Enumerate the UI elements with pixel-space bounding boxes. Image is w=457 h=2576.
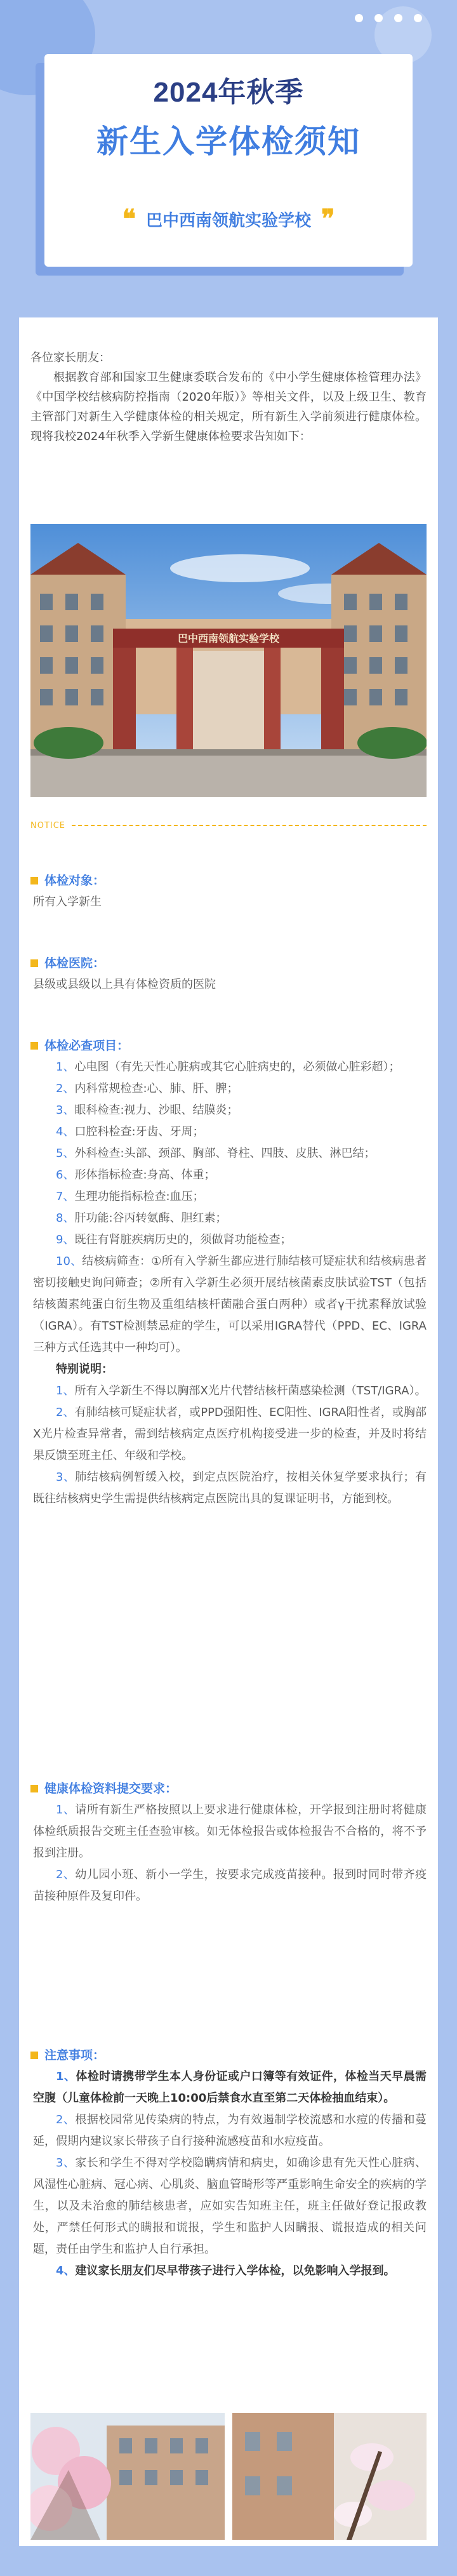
title-year: 2024年秋季 bbox=[153, 77, 304, 108]
special-title: 特别说明： bbox=[56, 1363, 113, 1376]
list-item bbox=[33, 1229, 427, 1251]
item-number: 2、 bbox=[56, 1406, 75, 1419]
submit-list bbox=[30, 1799, 427, 1907]
item-number: 3、 bbox=[56, 1471, 76, 1484]
item-text: 眼科检查:视力、沙眼、结膜炎； bbox=[74, 1104, 239, 1117]
blossom-image bbox=[30, 2413, 225, 2540]
item-text: 口腔科检查:牙齿、牙周； bbox=[74, 1125, 204, 1138]
section-notes bbox=[30, 2045, 427, 2282]
item-number: 2、 bbox=[56, 1868, 76, 1881]
bottom-photos bbox=[30, 2413, 427, 2540]
item-number: 1、 bbox=[56, 1060, 75, 1074]
notice-divider bbox=[30, 820, 427, 831]
square-bullet-icon bbox=[30, 877, 38, 884]
list-item bbox=[33, 1402, 427, 1467]
list-item bbox=[33, 1121, 427, 1143]
list-item bbox=[33, 1251, 427, 1359]
gate-sign-text: 巴中西南领航实验学校 bbox=[177, 632, 280, 644]
item-text: 家长和学生不得对学校隐瞒病情和病史，如确诊患有先天性心脏病、风湿性心脏病、冠心病、心肌炎、脑血管畸形等严重影响生命安全的疾病的学生，以及未治愈的肺结核患者，应如实告知班主任，班主任做好登记报政教处，严禁任何形式的瞒报和谎报，学生和监护人因瞒报、谎报造成的相关问题，责任由学生和监护人自行承担。 bbox=[33, 2156, 427, 2256]
section-header bbox=[30, 1035, 427, 1057]
decor-dot bbox=[355, 14, 363, 22]
item-number: 7、 bbox=[56, 1190, 75, 1203]
campus-magnolia-photo bbox=[232, 2413, 427, 2540]
section-hospital bbox=[30, 952, 427, 996]
section-title: 体检对象： bbox=[44, 874, 105, 888]
items-list bbox=[30, 1057, 427, 1510]
section-submit bbox=[30, 1778, 427, 1907]
list-item bbox=[33, 1100, 427, 1121]
square-bullet-icon bbox=[30, 1785, 38, 1792]
list-item bbox=[33, 1143, 427, 1165]
decor-dots bbox=[355, 14, 422, 22]
greeting: 各位家长朋友： bbox=[30, 351, 110, 364]
decor-dot bbox=[414, 14, 422, 22]
item-text: 体检时请携带学生本人身份证或户口簿等有效证件，体检当天早晨需空腹（儿童体检前一天晚上10:00后禁食水直至第二天体检抽血结束）。 bbox=[33, 2070, 427, 2105]
intro-paragraph: 根据教育部和国家卫生健康委联合发布的《中小学生健康体检管理办法》《中国学校结核病防控指南（2020年版）》等相关文件，以及上级卫生、教育主管部门对新生入学健康体检的相关规定，所有新生入学前须进行健康体检。现将我校2024年秋季入学新生健康体检要求告知如下： bbox=[30, 371, 427, 443]
section-body: 县级或县级以上具有体检资质的医院 bbox=[33, 978, 216, 991]
list-item bbox=[33, 1864, 427, 1907]
school-name: 巴中西南领航实验学校 bbox=[145, 211, 311, 230]
item-number: 1、 bbox=[56, 1803, 76, 1817]
section-body: 所有入学新生 bbox=[33, 895, 102, 909]
list-item bbox=[33, 2260, 427, 2282]
item-number: 3、 bbox=[56, 2156, 76, 2170]
item-text: 生理功能指标检查:血压； bbox=[74, 1190, 204, 1203]
close-quote-icon: ❞ bbox=[321, 204, 335, 234]
campus-blossom-photo bbox=[30, 2413, 225, 2540]
item-number: 4、 bbox=[56, 2264, 76, 2278]
item-text: 根据校园常见传染病的特点，为有效遏制学校流感和水痘的传播和蔓延，假期内建议家长带孩子自行接种流感疫苗和水痘疫苗。 bbox=[33, 2113, 427, 2148]
item-text: 形体指标检查:身高、体重； bbox=[74, 1168, 216, 1182]
item-text: 幼儿园小班、新小一学生，按要求完成疫苗接种。报到时同时带齐疫苗接种原件及复印件。 bbox=[33, 1868, 427, 1903]
item-number: 8、 bbox=[56, 1211, 75, 1225]
item-number: 2、 bbox=[56, 2113, 76, 2126]
open-quote-icon: ❝ bbox=[122, 204, 136, 234]
item-number: 1、 bbox=[56, 2070, 76, 2083]
item-text: 有肺结核可疑症状者，或PPD强阳性、EC阳性、IGRA阳性者，或胸部X光片检查异常者，需到结核病定点医疗机构接受进一步的检查，并及时将结果反馈至班主任、年级和学校。 bbox=[33, 1406, 427, 1462]
page-title: 新生入学体检须知 bbox=[96, 124, 361, 159]
school-row bbox=[44, 206, 413, 232]
list-item bbox=[33, 1057, 427, 1078]
section-items bbox=[30, 1035, 427, 1510]
list-item bbox=[33, 2066, 427, 2109]
decor-dot bbox=[374, 14, 383, 22]
list-item bbox=[33, 2152, 427, 2260]
square-bullet-icon bbox=[30, 2052, 38, 2059]
item-number: 10、 bbox=[56, 1255, 83, 1268]
section-header bbox=[30, 952, 427, 974]
list-item bbox=[33, 1208, 427, 1229]
item-text: 肺结核病例暂缓入校，到定点医院治疗，按相关休复学要求执行；有既往结核病史学生需提供结核病定点医院出具的复课证明书，方能到校。 bbox=[33, 1471, 427, 1505]
section-title: 体检必查项目： bbox=[44, 1039, 129, 1053]
section-header bbox=[30, 1778, 427, 1799]
section-title: 健康体检资料提交要求： bbox=[44, 1782, 178, 1796]
list-item bbox=[33, 1467, 427, 1510]
item-text: 内科常规检查:心、肺、肝、脾； bbox=[74, 1082, 239, 1095]
title-card bbox=[44, 54, 413, 267]
item-text: 所有入学新生不得以胸部X光片代替结核杆菌感染检测（TST/IGRA）。 bbox=[74, 1384, 427, 1398]
school-gate-photo bbox=[30, 524, 427, 797]
item-text: 既往有肾脏疾病历史的，须做肾功能检查； bbox=[74, 1233, 292, 1246]
notice-label: NOTICE bbox=[30, 820, 66, 831]
section-title: 注意事项： bbox=[44, 2048, 105, 2062]
school-gate-image bbox=[30, 524, 427, 797]
intro-block bbox=[30, 348, 427, 446]
content-card bbox=[19, 317, 438, 2546]
square-bullet-icon bbox=[30, 959, 38, 967]
item-text: 肝功能:谷丙转氨酶、胆红素； bbox=[74, 1211, 227, 1225]
list-item bbox=[33, 1380, 427, 1402]
list-item bbox=[33, 1078, 427, 1100]
list-item bbox=[33, 1799, 427, 1864]
list-item bbox=[33, 2109, 427, 2152]
item-number: 9、 bbox=[56, 1233, 75, 1246]
item-number: 5、 bbox=[56, 1147, 75, 1160]
section-targets bbox=[30, 870, 427, 913]
item-number: 3、 bbox=[56, 1104, 75, 1117]
item-number: 1、 bbox=[56, 1384, 75, 1398]
notes-list bbox=[30, 2066, 427, 2282]
dashed-line bbox=[72, 825, 427, 826]
magnolia-image bbox=[232, 2413, 427, 2540]
item-text: 外科检查:头部、颈部、胸部、脊柱、四肢、皮肤、淋巴结； bbox=[74, 1147, 376, 1160]
section-header bbox=[30, 2045, 427, 2066]
square-bullet-icon bbox=[30, 1042, 38, 1050]
item-number: 4、 bbox=[56, 1125, 75, 1138]
item-number: 2、 bbox=[56, 1082, 75, 1095]
list-item bbox=[33, 1186, 427, 1208]
item-text: 结核病筛查：①所有入学新生都应进行肺结核可疑症状和结核病患者密切接触史询问筛查；②所有入学新生必须开展结核菌素皮肤试验TST（包括结核菌素纯蛋白衍生物及重组结核杆菌融合蛋白两种）或者γ干扰素释放试验（IGRA）。有TST检测禁忌症的学生，可以采用IGRA替代（PPD、EC、IGRA三种方式任选其中一种均可）。 bbox=[33, 1255, 427, 1354]
item-text: 请所有新生严格按照以上要求进行健康体检，开学报到注册时将健康体检纸质报告交班主任查验审核。如无体检报告或体检报告不合格的，将不予报到注册。 bbox=[33, 1803, 427, 1860]
item-text: 心电图（有先天性心脏病或其它心脏病史的，必须做心脏彩超）； bbox=[74, 1060, 401, 1074]
section-title: 体检医院： bbox=[44, 956, 105, 970]
section-header bbox=[30, 870, 427, 891]
item-number: 6、 bbox=[56, 1168, 75, 1182]
decor-dot bbox=[394, 14, 402, 22]
item-text: 建议家长朋友们尽早带孩子进行入学体检，以免影响入学报到。 bbox=[75, 2264, 395, 2278]
list-item bbox=[33, 1165, 427, 1186]
